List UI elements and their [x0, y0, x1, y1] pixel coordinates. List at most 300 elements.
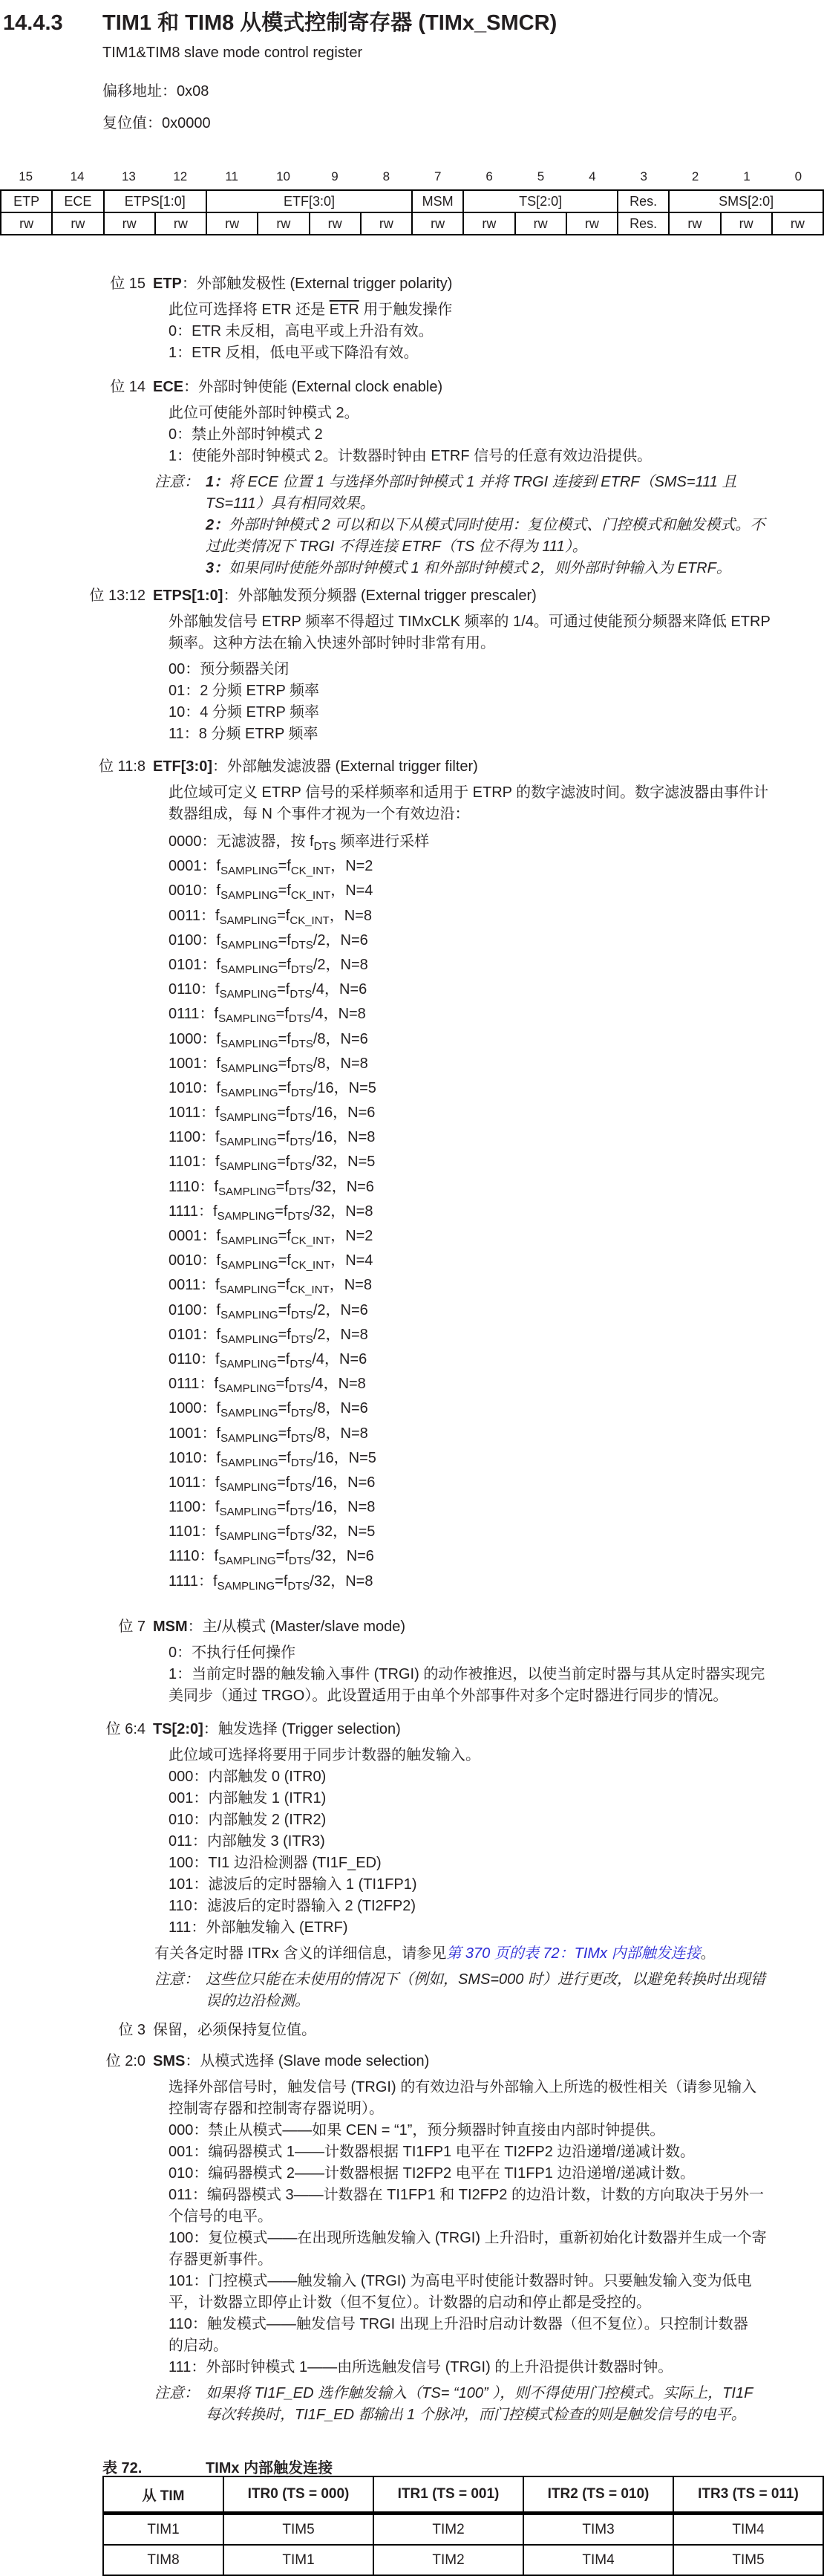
column-header: 从 TIM: [103, 2476, 223, 2514]
equals: =: [278, 1301, 287, 1318]
column-header: ITR0 (TS = 000): [223, 2476, 373, 2514]
text-line: [169, 830, 824, 854]
bit-number: 1: [743, 169, 751, 183]
freq-symbol: f: [213, 1203, 218, 1220]
note-label: 注意：: [154, 2385, 199, 2401]
access-type: rw: [310, 212, 361, 235]
divider: /32: [310, 1178, 332, 1195]
divider: /8: [313, 1425, 326, 1442]
comma: ，: [333, 1129, 348, 1146]
equals: =: [277, 1129, 286, 1146]
equals: =: [278, 1055, 287, 1072]
paragraph: [169, 299, 824, 364]
equals: =: [277, 1474, 286, 1491]
filter-option: [169, 1002, 824, 1027]
filter-option: [169, 1224, 824, 1249]
freq-symbol: f: [287, 1228, 291, 1244]
filter-code: 0001: [169, 858, 202, 875]
bit-field-section: [0, 1616, 824, 1707]
bit-field-heading: [0, 2051, 824, 2072]
clock-source-subscript: DTS: [290, 1037, 313, 1050]
register-subtitle: TIM1&TIM8 slave mode control register: [102, 45, 363, 61]
text-segment: DTS: [313, 840, 336, 853]
text-segment: 。: [700, 1945, 716, 1962]
filter-option: [169, 854, 824, 879]
register-field: TS[2:0]: [463, 190, 618, 212]
text-segment: 频率进行采样: [336, 833, 430, 850]
filter-option: [169, 1076, 824, 1101]
filter-code: 1011: [169, 1105, 201, 1122]
access-type: Res.: [618, 212, 669, 235]
text-line: 如果将 TI1F_ED 选作触发输入（TS= “100” ），则不得使用门控模式。实际上，TI1F: [206, 2385, 753, 2401]
divider: /8: [313, 1055, 326, 1072]
filter-option: [169, 1101, 824, 1125]
register-field: ECE: [52, 190, 103, 212]
reset-value: 复位值：0x0000: [102, 115, 211, 131]
freq-symbol: f: [216, 1425, 221, 1442]
access-type: rw: [1, 212, 52, 235]
separator: ：: [199, 1548, 215, 1565]
text-segment: 2：: [206, 517, 229, 533]
bit-number: 8: [382, 169, 390, 183]
sample-count: N=6: [340, 931, 368, 949]
bit-position: 位 6:4: [105, 1721, 145, 1737]
clock-source-subscript: DTS: [290, 1111, 313, 1125]
freq-symbol: f: [216, 1252, 221, 1269]
separator: ：: [199, 1376, 215, 1393]
freq-symbol: f: [287, 1449, 291, 1466]
filter-option: [169, 1249, 824, 1273]
separator: ：: [201, 1400, 217, 1417]
access-type: rw: [258, 212, 309, 235]
bit-field-section: [0, 1719, 824, 2012]
text-line: 111：外部时钟模式 1——由所选触发信号 (TRGI) 的上升沿提供计数器时钟。: [169, 2359, 673, 2375]
freq-symbol: f: [285, 907, 290, 924]
table-caption-number: 表 72.: [102, 2460, 143, 2476]
bit-field-heading: [0, 1616, 824, 1638]
sample-count: N=6: [340, 1030, 368, 1047]
bit-position: 位 2:0: [105, 2053, 145, 2069]
sample-count: N=6: [340, 1400, 368, 1417]
paragraph: [154, 1943, 824, 1965]
filter-option: [169, 1175, 824, 1200]
sampling-subscript: SAMPLING: [220, 963, 278, 976]
divider: /2: [313, 956, 326, 973]
access-type: rw: [361, 212, 412, 235]
comma: ，: [323, 1006, 339, 1023]
sample-count: N=6: [340, 1301, 368, 1318]
text-line: 100：TI1 边沿检测器 (TI1F_ED): [169, 1855, 382, 1871]
register-field: Res.: [618, 190, 669, 212]
sampling-subscript: SAMPLING: [217, 1579, 275, 1593]
filter-option: [169, 1446, 824, 1471]
comma: ，: [323, 1376, 339, 1393]
freq-symbol: f: [285, 1105, 290, 1122]
clock-source-subscript: DTS: [290, 1456, 313, 1469]
freq-symbol: f: [287, 1301, 291, 1318]
text-line: 011：内部触发 3 (ITR3): [169, 1833, 325, 1850]
text-line: 此位域可定义 ETRP 信号的采样频率和适用于 ETRP 的数字滤波时间。数字滤波器由事件计: [169, 784, 769, 801]
filter-code: 1011: [169, 1474, 201, 1491]
filter-code: 0110: [169, 1350, 201, 1367]
bit-number: 6: [485, 169, 493, 183]
register-field: ETF[3:0]: [206, 190, 412, 212]
equals: =: [277, 1105, 286, 1122]
table-cell: TIM5: [223, 2514, 373, 2546]
equals: =: [278, 956, 287, 973]
comma: ，: [330, 882, 346, 900]
sampling-subscript: SAMPLING: [219, 988, 278, 1001]
clock-source-subscript: DTS: [290, 1407, 313, 1420]
separator: ：: [201, 931, 217, 949]
register-access-row: [1, 212, 823, 235]
text-line: 外部触发信号 ETRP 频率不得超过 TIMxCLK 频率的 1/4。可通过使能预分频器来降低 ETRP: [169, 614, 771, 630]
bit-number: 13: [121, 169, 136, 183]
bit-field-heading: [0, 585, 824, 607]
text-line: [206, 515, 824, 536]
freq-symbol: f: [215, 1154, 220, 1171]
clock-source-subscript: CK_INT: [290, 1284, 330, 1297]
filter-code: 1010: [169, 1079, 202, 1096]
table-cell: TIM2: [373, 2545, 523, 2575]
equals: =: [278, 1400, 287, 1417]
divider: /32: [310, 1203, 331, 1220]
register-field-row: [1, 190, 823, 212]
freq-symbol: f: [287, 1252, 291, 1269]
filter-code: 1001: [169, 1055, 202, 1072]
clock-source-subscript: DTS: [288, 1382, 311, 1396]
divider: /16: [312, 1129, 333, 1146]
sampling-subscript: SAMPLING: [220, 1333, 278, 1346]
sampling-subscript: SAMPLING: [219, 1506, 278, 1519]
separator: ：: [200, 1474, 216, 1491]
bit-field-section: [0, 377, 824, 579]
sample-count: N=8: [344, 907, 372, 924]
equals: =: [275, 1178, 285, 1195]
bit-field-heading: [0, 273, 824, 295]
text-segment: 有关各定时器 ITRx 含义的详细信息，请参见: [154, 1945, 447, 1962]
comma: ，: [331, 1548, 347, 1565]
equals: =: [278, 858, 287, 875]
column-header: ITR1 (TS = 001): [373, 2476, 523, 2514]
freq-symbol: f: [216, 1400, 221, 1417]
freq-symbol: f: [284, 1178, 289, 1195]
paragraph: [169, 659, 824, 745]
table-cell: TIM4: [673, 2514, 823, 2546]
filter-option: [169, 904, 824, 928]
filter-option-list: [169, 830, 824, 1594]
freq-symbol: f: [215, 1523, 220, 1541]
equals: =: [275, 1548, 285, 1565]
text-line: 10：4 分频 ETRP 频率: [169, 704, 320, 721]
separator: ：: [199, 1006, 215, 1023]
equals: =: [277, 1499, 286, 1516]
equals: =: [278, 1252, 287, 1269]
bit-number: 10: [276, 169, 291, 183]
separator: ：: [200, 1277, 216, 1294]
comma: ，: [333, 1154, 348, 1171]
freq-symbol: f: [214, 1376, 219, 1393]
field-name: ETP: [153, 276, 182, 292]
freq-symbol: f: [287, 1055, 291, 1072]
clock-source-subscript: DTS: [287, 1209, 310, 1223]
text-line: 001：内部触发 1 (ITR1): [169, 1790, 327, 1806]
text-line: 010：内部触发 2 (ITR2): [169, 1812, 327, 1828]
filter-option: [169, 1200, 824, 1224]
bit-field-heading: [0, 1719, 824, 1740]
bit-field-section: [0, 273, 824, 364]
comma: ，: [333, 1523, 348, 1541]
filter-option: [169, 1544, 824, 1569]
divider: /16: [312, 1474, 333, 1491]
bit-number: 14: [70, 169, 85, 183]
separator: ：: [201, 1252, 217, 1269]
sample-count: N=2: [345, 858, 373, 875]
comma: ，: [325, 1425, 341, 1442]
comma: ，: [333, 1449, 349, 1466]
clock-source-subscript: DTS: [290, 1431, 313, 1445]
filter-code: 0011: [169, 1277, 201, 1294]
bit-position: 位 7: [118, 1619, 145, 1635]
freq-symbol: f: [287, 931, 291, 949]
bit-number: 11: [225, 169, 239, 183]
filter-option: [169, 1570, 824, 1594]
separator: ：: [200, 1105, 216, 1122]
sample-count: N=8: [344, 1277, 372, 1294]
sample-count: N=6: [347, 1474, 376, 1491]
sampling-subscript: SAMPLING: [218, 1185, 276, 1198]
filter-code: 1111: [169, 1572, 199, 1590]
access-type: rw: [566, 212, 618, 235]
separator: ：: [201, 1228, 217, 1244]
filter-option: [169, 1125, 824, 1150]
access-type: rw: [155, 212, 206, 235]
sampling-subscript: SAMPLING: [218, 1555, 276, 1568]
sample-count: N=8: [345, 1572, 373, 1590]
divider: /2: [313, 1326, 326, 1343]
text-line: 110：滤波后的定时器输入 2 (TI2FP2): [169, 1898, 416, 1914]
freq-symbol: f: [285, 1523, 290, 1541]
table-row: [103, 2545, 823, 2575]
clock-source-subscript: DTS: [290, 1136, 313, 1149]
bit-field-section: [0, 2020, 824, 2046]
field-name: SMS: [153, 2053, 186, 2069]
sampling-subscript: SAMPLING: [220, 889, 278, 902]
separator: ：: [201, 1425, 217, 1442]
clock-source-subscript: DTS: [288, 1555, 311, 1568]
comma: ，: [325, 1030, 341, 1047]
freq-symbol: f: [216, 882, 221, 900]
internal-trigger-table: [102, 2476, 824, 2576]
equals: =: [278, 1425, 287, 1442]
freq-symbol: f: [285, 1277, 290, 1294]
bit-number: 2: [691, 169, 699, 183]
clock-source-subscript: DTS: [288, 1185, 311, 1198]
text-line: 数器组成，每 N 个事件才视为一个有效边沿：: [169, 806, 470, 822]
column-header: ITR2 (TS = 010): [523, 2476, 673, 2514]
separator: ：: [200, 1154, 216, 1171]
divider: /32: [312, 1154, 333, 1171]
equals: =: [278, 1326, 287, 1343]
note-body: [206, 1969, 824, 2012]
divider: /16: [313, 1449, 334, 1466]
divider: /16: [313, 1079, 334, 1096]
filter-option: [169, 1520, 824, 1544]
text-segment: 外部时钟模式 2 可以和以下从模式同时使用：复位模式、门控模式和触发模式。不: [229, 517, 765, 533]
clock-source-subscript: DTS: [290, 1308, 313, 1321]
filter-code: 0111: [169, 1006, 200, 1023]
filter-code: 1111: [169, 1203, 199, 1220]
filter-code: 1000: [169, 1400, 202, 1417]
bit-position: 位 13:12: [89, 588, 145, 604]
text-line: 每次转换时，TI1F_ED 都输出 1 个脉冲，而门控模式检查的则是触发信号的电平。: [206, 2407, 746, 2423]
sample-count: N=8: [347, 1499, 376, 1516]
filter-code: 0101: [169, 956, 202, 973]
text-line: 011：编码器模式 3——计数器在 TI1FP1 和 TI2FP2 的边沿计数，计数的方向取决于另外一: [169, 2187, 764, 2203]
sampling-subscript: SAMPLING: [220, 1259, 278, 1272]
field-description: 保留，必须保持复位值。: [153, 2022, 316, 2038]
comma: ，: [329, 1277, 344, 1294]
separator: ：: [201, 1326, 217, 1343]
text-segment: 3：: [206, 560, 229, 576]
comma: ，: [325, 1326, 341, 1343]
sample-count: N=8: [340, 1425, 368, 1442]
divider: /16: [312, 1499, 333, 1516]
sample-count: N=8: [340, 956, 368, 973]
field-description: ：外部触发极性 (External trigger polarity): [181, 276, 453, 292]
sampling-subscript: SAMPLING: [220, 1431, 278, 1445]
filter-code: 0111: [169, 1376, 200, 1393]
divider: /32: [312, 1523, 333, 1541]
freq-symbol: f: [215, 1499, 220, 1516]
clock-source-subscript: CK_INT: [290, 865, 331, 878]
filter-option: [169, 928, 824, 953]
separator: ：: [200, 1129, 216, 1146]
freq-symbol: f: [285, 1154, 290, 1171]
filter-option: [169, 879, 824, 903]
text-line: 1：当前定时器的触发输入事件 (TRGI) 的动作被推迟，以使当前定时器与其从定时器实现完: [169, 1666, 765, 1682]
clock-source-subscript: CK_INT: [290, 1259, 331, 1272]
bit-field-section: [0, 756, 824, 1594]
sample-count: N=6: [346, 1548, 374, 1565]
text-line: 平，计数器立即停止计数（但不复位）。计数器的启动和停止都是受控的。: [169, 2294, 651, 2311]
field-name: TS[2:0]: [153, 1721, 203, 1737]
section-title: [3, 6, 557, 36]
text-line: [169, 299, 824, 321]
comma: ，: [331, 1178, 347, 1195]
section-title-text: TIM1 和 TIM8 从模式控制寄存器 (TIMx_SMCR): [102, 11, 557, 35]
freq-symbol: f: [287, 1326, 291, 1343]
bit-number: 5: [537, 169, 545, 183]
equals: =: [277, 1277, 286, 1294]
text-line: 110：触发模式——触发信号 TRGI 出现上升沿时启动计数器（但不复位）。只控制计数器: [169, 2316, 748, 2332]
text-line: 存器更新事件。: [169, 2251, 272, 2268]
text-line: [206, 472, 824, 493]
freq-symbol: f: [216, 858, 221, 875]
divider: /32: [310, 1572, 331, 1590]
text-line: 001：编码器模式 1——计数器根据 TI1FP1 电平在 TI2FP2 边沿递增/递减计数。: [169, 2144, 695, 2160]
register-field: SMS[2:0]: [669, 190, 823, 212]
freq-symbol: f: [214, 1548, 219, 1565]
bit-field-section: [0, 2051, 824, 2426]
bit-position: 位 15: [110, 276, 145, 292]
table-cell: TIM1: [223, 2545, 373, 2575]
freq-symbol: f: [287, 1079, 291, 1096]
sampling-subscript: SAMPLING: [219, 1111, 278, 1125]
sample-count: N=8: [347, 1129, 376, 1146]
text-line: 111：外部触发输入 (ETRF): [169, 1919, 348, 1936]
comma: ，: [333, 1105, 348, 1122]
sampling-subscript: SAMPLING: [219, 1160, 278, 1174]
sampling-subscript: SAMPLING: [219, 1136, 278, 1149]
sample-count: N=4: [345, 882, 373, 900]
equals: =: [278, 931, 287, 949]
field-description: ：外部触发滤波器 (External trigger filter): [212, 758, 478, 775]
note: [0, 1969, 824, 2012]
freq-symbol: f: [285, 1350, 290, 1367]
separator: ：: [200, 1350, 216, 1367]
sample-count: N=8: [338, 1006, 366, 1023]
freq-symbol: f: [215, 981, 220, 998]
separator: ：: [201, 858, 217, 875]
bit-position: 位 3: [118, 2022, 145, 2038]
freq-symbol: f: [287, 1400, 291, 1417]
table-caption: [102, 2456, 333, 2477]
freq-symbol: f: [215, 1105, 220, 1122]
cross-reference-link[interactable]: 第 370 页的表 72：TIMx 内部触发连接: [446, 1945, 701, 1962]
paragraph: [169, 1745, 824, 1939]
access-type: rw: [412, 212, 463, 235]
filter-code: 0101: [169, 1326, 202, 1343]
bit-number: 9: [331, 169, 339, 183]
filter-option: [169, 1298, 824, 1323]
freq-symbol: f: [214, 1178, 219, 1195]
bit-number-row: [0, 169, 824, 184]
sample-count: N=5: [347, 1154, 376, 1171]
sampling-subscript: SAMPLING: [220, 1235, 278, 1247]
sampling-subscript: SAMPLING: [218, 1012, 276, 1026]
equals: =: [278, 1228, 287, 1244]
clock-source-subscript: DTS: [290, 1061, 313, 1075]
sampling-subscript: SAMPLING: [220, 1037, 278, 1050]
separator: ：: [200, 981, 216, 998]
text-line: 100：复位模式——在出现所选触发输入 (TRGI) 上升沿时，重新初始化计数器并生成一个寄: [169, 2230, 767, 2246]
bit-number: 7: [434, 169, 442, 183]
sampling-subscript: SAMPLING: [219, 1357, 278, 1370]
filter-option: [169, 1372, 824, 1396]
comma: ，: [333, 1499, 348, 1516]
divider: /4: [310, 1376, 324, 1393]
field-name: MSM: [153, 1619, 188, 1635]
freq-symbol: f: [284, 1376, 289, 1393]
access-type: rw: [772, 212, 823, 235]
text-segment: 将 ECE 位置 1 与选择外部时钟模式 1 并将 TRGI 连接到 ETRF（SMS=111 且: [229, 474, 737, 490]
table-cell: TIM3: [523, 2514, 673, 2546]
access-type: rw: [515, 212, 566, 235]
clock-source-subscript: CK_INT: [290, 1235, 331, 1247]
freq-symbol: f: [214, 1006, 219, 1023]
divider: /4: [312, 1350, 325, 1367]
equals: =: [278, 882, 287, 900]
sample-count: N=8: [340, 1055, 368, 1072]
paragraph: [169, 782, 824, 825]
note: [0, 472, 824, 579]
sample-count: N=6: [339, 981, 367, 998]
clock-source-subscript: DTS: [290, 1506, 313, 1519]
text-line: 1：ETR 反相，低电平或下降沿有效。: [169, 345, 419, 361]
freq-symbol: f: [215, 1129, 220, 1146]
field-description: ：主/从模式 (Master/slave mode): [187, 1619, 406, 1635]
